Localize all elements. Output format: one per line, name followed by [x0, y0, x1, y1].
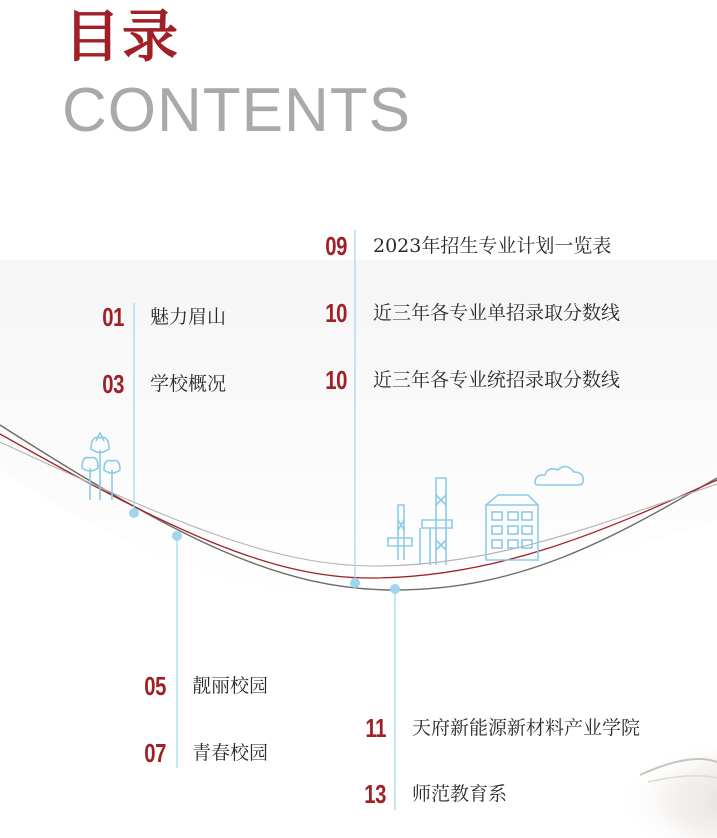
entry-label: 师范教育系 [412, 782, 508, 805]
page-number: 10 [325, 298, 347, 328]
page-number: 01 [102, 302, 124, 332]
entry-label: 2023年招生专业计划一览表 [373, 234, 612, 257]
entry-label: 近三年各专业单招录取分数线 [373, 301, 621, 324]
toc-entry[interactable] [82, 302, 226, 332]
entry-label: 天府新能源新材料产业学院 [412, 716, 641, 739]
anchor-dot [172, 531, 182, 541]
anchor-dot [390, 584, 400, 594]
anchor-dot [129, 508, 139, 518]
entry-label: 学校概况 [150, 372, 227, 395]
page-number: 13 [364, 779, 386, 809]
page-number: 09 [325, 231, 347, 261]
page-number: 03 [102, 369, 124, 399]
toc-entry[interactable] [124, 738, 268, 768]
toc-entry[interactable] [305, 365, 620, 395]
entry-label: 魅力眉山 [150, 305, 227, 328]
toc-entry[interactable] [305, 298, 620, 328]
toc-entry[interactable] [124, 671, 268, 701]
anchor-dot [350, 578, 360, 588]
entry-label: 近三年各专业统招录取分数线 [373, 368, 621, 391]
toc-entry[interactable] [344, 713, 640, 743]
entry-label: 青春校园 [192, 741, 269, 764]
page-number: 05 [144, 671, 166, 701]
entry-label: 靓丽校园 [192, 674, 269, 697]
toc-entry[interactable] [82, 369, 226, 399]
page-subtitle: CONTENTS [62, 76, 411, 145]
page-number: 11 [365, 713, 386, 743]
page-title: 目录 [64, 5, 180, 70]
toc-entry[interactable] [344, 779, 507, 809]
cup-decoration [580, 735, 717, 838]
toc-entry[interactable] [305, 231, 611, 261]
page-number: 07 [144, 738, 166, 768]
page-number: 10 [325, 365, 347, 395]
